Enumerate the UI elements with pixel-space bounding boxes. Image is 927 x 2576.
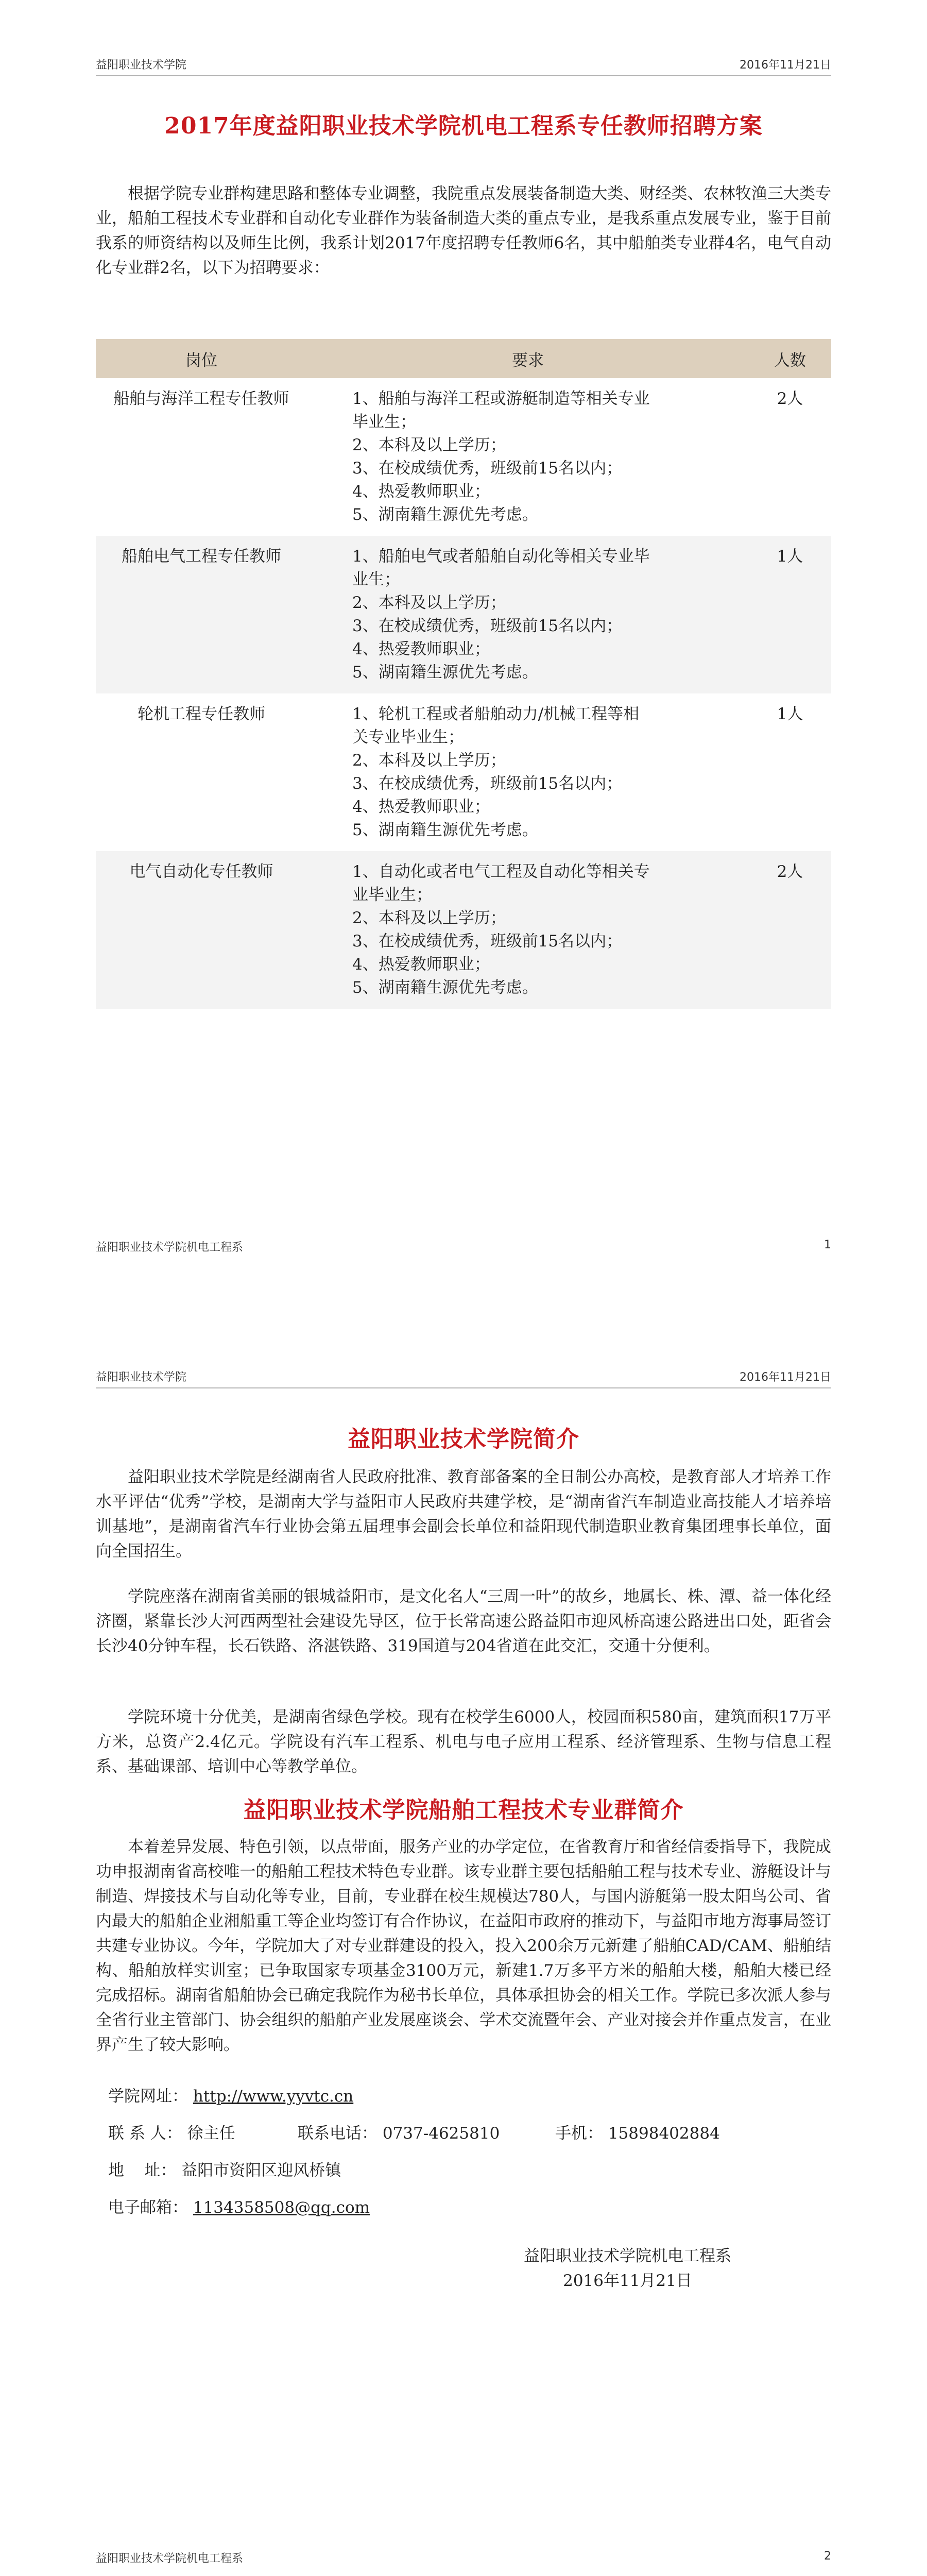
page-header <box>96 52 831 72</box>
program-intro-paragraph: 本着差异发展、特色引领，以点带面，服务产业的办学定位，在省教育厅和省经信委指导下，我院成功申报湖南省高校唯一的船舶工程技术特色专业群。该专业群主要包括船舶工程与技术专业、游艇设计与制造、焊接技术与自动化等专业，目前，专业群在校生规模达780人，与国内游艇第一股太阳鸟公司、省内最大的船舶企业湘船重工等企业均签订有合作协议，在益阳市政府的推动下，与益阳市地方海事局签订共建专业协议。今年，学院加大了对专业群建设的投入，投入200余万元新建了船舶CAD/CAM、船舶结构、船舶放样实训室；已争取国家专项基金3100万元，新建1.7万多平方米的船舶大楼，船舶大楼已经完成招标。湖南省船舶协会已确定我院作为秘书长单位，具体承担协会的相关工作。学院已多次派人参与全省行业主管部门、协会组织的船舶产业发展座谈会、学术交流暨年会、产业对接会并作重点发言，在业界产生了较大影响。 <box>96 1838 831 2054</box>
page-footer <box>96 2550 831 2566</box>
requirements-cell <box>307 378 749 536</box>
table-row <box>96 536 831 693</box>
page-number: 1 <box>824 1239 831 1251</box>
header-requirements: 要求 <box>307 339 749 378</box>
college-intro-paragraph-3: 学院环境十分优美，是湖南省绿色学校。现有在校学生6000人，校园面积580亩，建筑面积17万平方米，总资产2.4亿元。学院设有汽车工程系、机电与电子应用工程系、经济管理系、生物与信息工程系、基础课部、培训中心等教学单位。 <box>96 1708 831 1776</box>
page-title: 2017年度益阳职业技术学院机电工程系专任教师招聘方案 <box>164 113 763 139</box>
requirement-item: 5、湖南籍生源优先考虑。 <box>352 978 538 997</box>
mobile-label: 手机： <box>555 2124 603 2143</box>
footer-org: 益阳职业技术学院机电工程系 <box>96 1241 244 1254</box>
college-intro-title: 益阳职业技术学院简介 <box>348 1426 579 1452</box>
header-left: 益阳职业技术学院 <box>96 1371 187 1384</box>
table-row <box>96 378 831 536</box>
email-label: 电子邮箱： <box>108 2198 188 2217</box>
page-number: 2 <box>824 2550 831 2563</box>
signature-date: 2016年11月21日 <box>563 2272 692 2290</box>
requirement-item: 3、在校成绩优秀，班级前15名以内； <box>352 617 623 635</box>
requirement-item: 1、轮机工程或者船舶动力/机械工程等相关专业毕业生； <box>352 705 640 747</box>
requirement-item: 1、船舶与海洋工程或游艇制造等相关专业毕业生； <box>352 389 650 431</box>
website-link[interactable]: http://www.yyvtc.cn <box>193 2087 354 2106</box>
phone-label: 联系电话： <box>298 2124 377 2143</box>
address-line <box>108 2157 341 2180</box>
contact-line <box>108 2120 235 2143</box>
header-rule <box>96 75 831 76</box>
header-rule <box>96 1387 831 1388</box>
requirement-item: 4、热爱教师职业； <box>352 482 490 501</box>
header-position: 岗位 <box>96 339 307 378</box>
requirement-item: 2、本科及以上学历； <box>352 751 506 770</box>
program-intro-title: 益阳职业技术学院船舶工程技术专业群简介 <box>243 1797 684 1823</box>
header-date: 2016年11月21日 <box>740 59 831 72</box>
count-cell: 1人 <box>777 705 803 723</box>
requirement-item: 5、湖南籍生源优先考虑。 <box>352 505 538 524</box>
website-line <box>108 2083 353 2106</box>
table-header-row <box>96 339 831 378</box>
phone-line <box>298 2120 500 2143</box>
requirement-item: 3、在校成绩优秀，班级前15名以内； <box>352 932 623 951</box>
header-left: 益阳职业技术学院 <box>96 59 187 72</box>
contact-name: 徐主任 <box>187 2124 235 2143</box>
email-link[interactable]: 1134358508@qq.com <box>193 2198 370 2217</box>
table-row <box>96 851 831 1009</box>
email-line <box>108 2194 370 2217</box>
count-cell: 2人 <box>777 389 803 408</box>
header-date: 2016年11月21日 <box>740 1371 831 1384</box>
contact-label: 联 系 人： <box>108 2124 182 2143</box>
requirement-item: 1、船舶电气或者船舶自动化等相关专业毕业生； <box>352 547 650 589</box>
requirements-cell <box>307 536 749 693</box>
position-cell: 船舶与海洋工程专任教师 <box>113 389 289 408</box>
requirement-item: 2、本科及以上学历； <box>352 436 506 454</box>
requirement-item: 2、本科及以上学历； <box>352 909 506 927</box>
address-label: 地 址： <box>108 2161 177 2180</box>
signature-org: 益阳职业技术学院机电工程系 <box>524 2247 731 2265</box>
requirement-item: 5、湖南籍生源优先考虑。 <box>352 663 538 682</box>
count-cell: 2人 <box>749 851 831 1009</box>
position-cell: 轮机工程专任教师 <box>138 705 265 723</box>
count-cell: 1人 <box>749 536 831 693</box>
phone-number: 0737-4625810 <box>382 2124 500 2143</box>
position-cell: 船舶电气工程专任教师 <box>96 536 307 693</box>
college-intro-paragraph-1: 益阳职业技术学院是经湖南省人民政府批准、教育部备案的全日制公办高校，是教育部人才培养工作水平评估“优秀”学校，是湖南大学与益阳市人民政府共建学校，是“湖南省汽车制造业高技能人才培养培训基地”，是湖南省汽车行业协会第五届理事会副会长单位和益阳现代制造职业教育集团理事长单位，面向全国招生。 <box>96 1468 831 1561</box>
footer-org: 益阳职业技术学院机电工程系 <box>96 2552 244 2565</box>
recruitment-table <box>96 339 831 1009</box>
requirements-cell <box>307 851 749 1009</box>
requirement-item: 2、本科及以上学历； <box>352 594 506 612</box>
college-intro-paragraph-2: 学院座落在湖南省美丽的银城益阳市，是文化名人“三周一叶”的故乡，地属长、株、潭、益一体化经济圈，紧靠长沙大河西两型社会建设先导区，位于长常高速公路益阳市迎风桥高速公路进出口处，距省会长沙40分钟车程，长石铁路、洛湛铁路、319国道与204省道在此交汇，交通十分便利。 <box>96 1587 831 1655</box>
position-cell: 电气自动化专任教师 <box>96 851 307 1009</box>
requirement-item: 3、在校成绩优秀，班级前15名以内； <box>352 774 623 793</box>
requirements-cell <box>307 693 749 851</box>
requirement-item: 4、热爱教师职业； <box>352 955 490 974</box>
requirement-item: 3、在校成绩优秀，班级前15名以内； <box>352 459 623 478</box>
page-2 <box>0 1312 927 2576</box>
mobile-line <box>555 2120 720 2143</box>
requirement-item: 1、自动化或者电气工程及自动化等相关专业毕业生； <box>352 862 650 904</box>
page-footer <box>96 1239 831 1255</box>
requirement-item: 5、湖南籍生源优先考虑。 <box>352 821 538 839</box>
requirement-item: 4、热爱教师职业； <box>352 640 490 658</box>
intro-paragraph: 根据学院专业群构建思路和整体专业调整，我院重点发展装备制造大类、财经类、农林牧渔三大类专业，船舶工程技术专业群和自动化专业群作为装备制造大类的重点专业，是我系重点发展专业，鉴于目前我系的师资结构以及师生比例，我系计划2017年度招聘专任教师6名，其中船舶类专业群4名，电气自动化专业群2名，以下为招聘要求： <box>96 184 831 277</box>
address-value: 益阳市资阳区迎风桥镇 <box>181 2161 341 2180</box>
signature-block <box>524 2244 731 2293</box>
header-count: 人数 <box>749 339 831 378</box>
mobile-number: 15898402884 <box>608 2124 720 2143</box>
website-label: 学院网址： <box>108 2087 188 2106</box>
table-row <box>96 693 831 851</box>
requirement-item: 4、热爱教师职业； <box>352 798 490 816</box>
page-header <box>96 1364 831 1384</box>
